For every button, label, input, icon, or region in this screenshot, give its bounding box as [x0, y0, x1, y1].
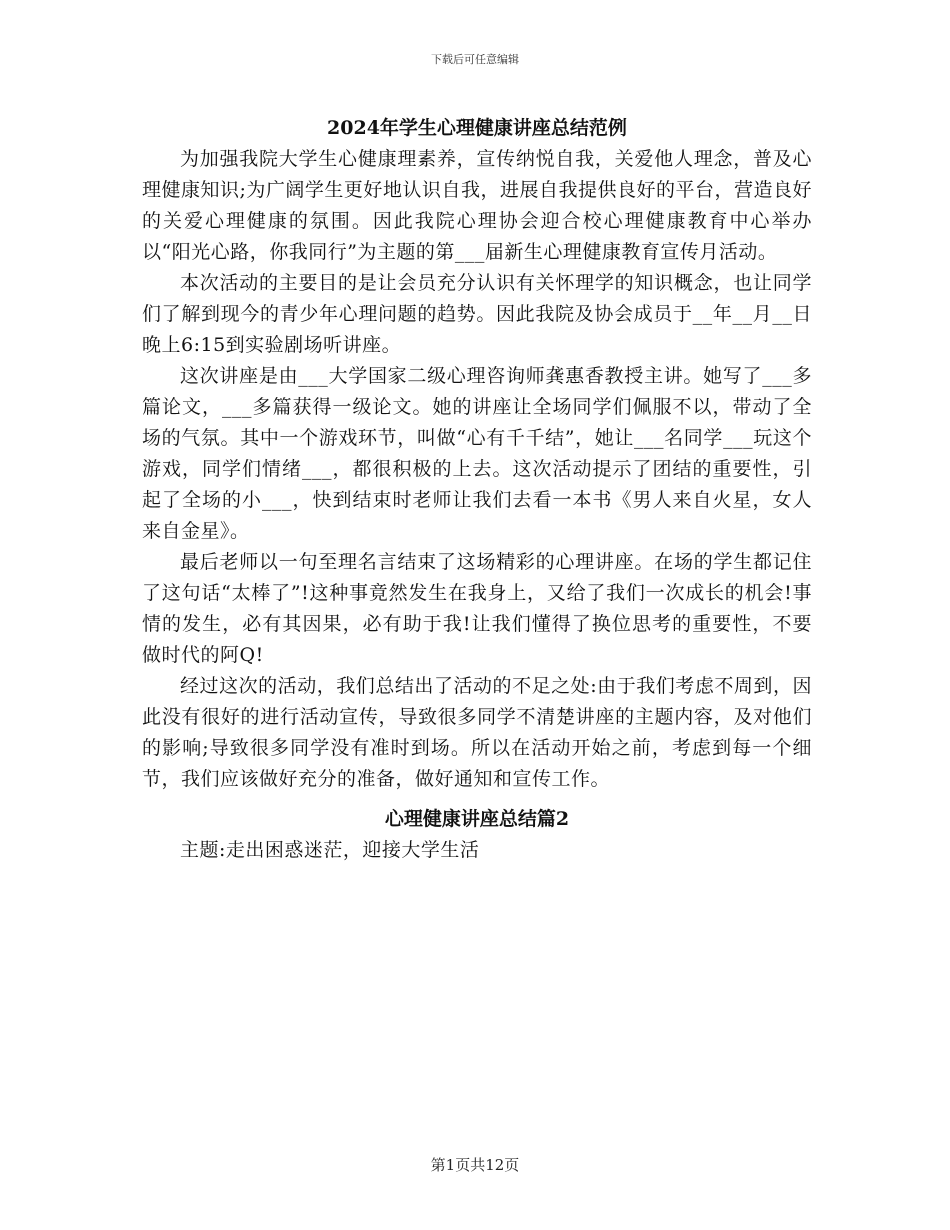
section-theme-paragraph: 主题:走出困惑迷茫，迎接大学生活 [180, 839, 480, 861]
paragraph-lecture: 这次讲座是由___大学国家二级心理咨询师龚惠香教授主讲。她写了___多篇论文，___多篇获得一级论文。她的讲座让全场同学们佩服不以，带动了全场的气氛。其中一个游戏环节，叫做“心有千千结”，她让___名同学___玩这个游戏，同学们情绪___，都很积极的上去。这次活动提示了团结的重要性，引起了全场的小___，快到结束时老师让我们去看一本书《男人来自火星，女人来自金星》。 [142, 365, 812, 542]
section-title: 心理健康讲座总结篇2 [384, 808, 570, 830]
paragraph-intro: 为加强我院大学生心健康理素养，宣传纳悦自我，关爱他人理念，普及心理健康知识;为广阔学生更好地认识自我，进展自我提供良好的平台，营造良好的关爱心理健康的氛围。因此我院心理协会迎合校心理健康教育中心举办以“阳光心路，你我同行”为主题的第___届新生心理健康教育宣传月活动。 [142, 148, 812, 263]
page-header-note: 下载后可任意编辑 [431, 53, 519, 66]
paragraph-shortcomings: 经过这次的活动，我们总结出了活动的不足之处:由于我们考虑不周到，因此没有很好的进行活动宣传，导致很多同学不清楚讲座的主题内容，及对他们的影响;导致很多同学没有准时到场。所以在活动开始之前，考虑到每一个细节，我们应该做好充分的准备，做好通知和宣传工作。 [142, 675, 812, 790]
paragraph-purpose: 本次活动的主要目的是让会员充分认识有关怀理学的知识概念，也让同学们了解到现今的青少年心理问题的趋势。因此我院及协会成员于__年__月__日晚上6:15到实验剧场听讲座。 [142, 272, 812, 356]
page-number: 第1页共12页 [430, 1156, 520, 1174]
paragraph-conclusion: 最后老师以一句至理名言结束了这场精彩的心理讲座。在场的学生都记住了这句话“太棒了”!这种事竟然发生在我身上，又给了我们一次成长的机会!事情的发生，必有其因果，必有助于我!让我们懂得了换位思考的重要性，不要做时代的阿Q! [142, 551, 812, 666]
document-body [142, 112, 812, 866]
document-title: 2024年学生心理健康讲座总结范例 [327, 117, 627, 139]
